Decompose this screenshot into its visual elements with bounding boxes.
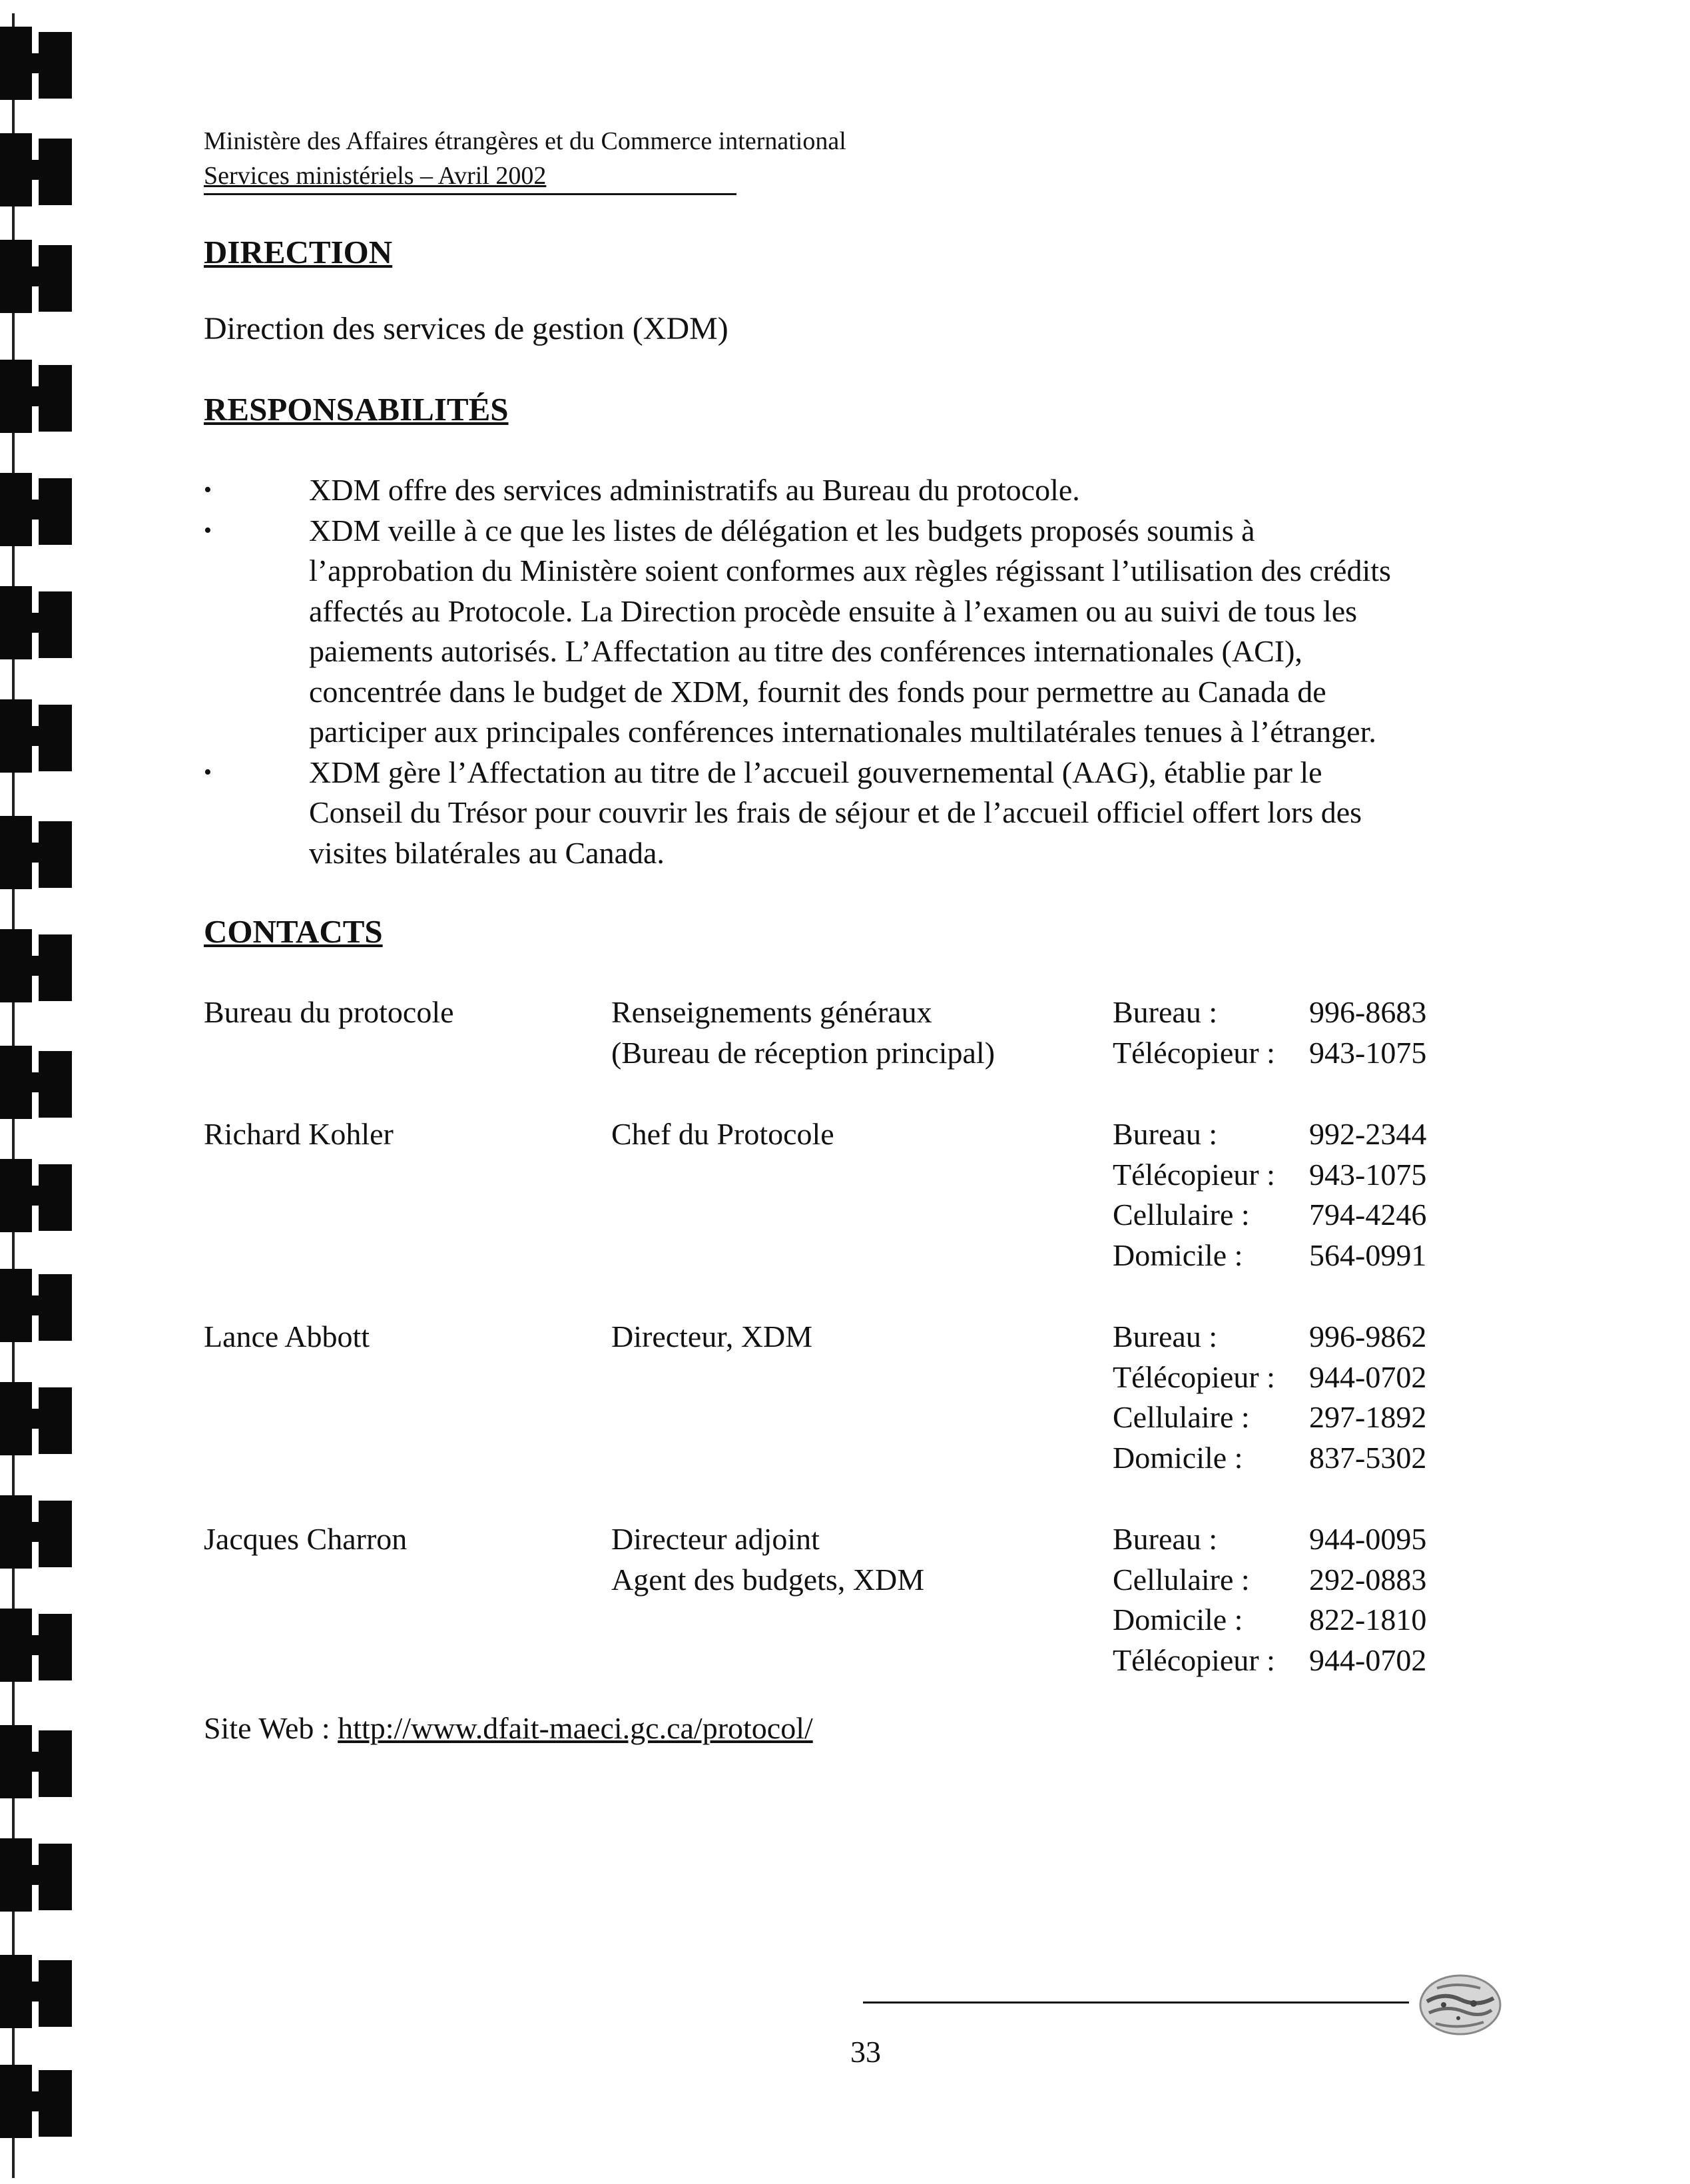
phone-entry — [1113, 1438, 1486, 1479]
bullet-icon: • — [204, 518, 212, 543]
binding-ring-part — [0, 1725, 32, 1798]
binding-ring-part — [32, 956, 41, 976]
binding-ring-part — [0, 133, 32, 206]
phone-label: Domicile : — [1113, 1603, 1243, 1637]
contact-name: Lance Abbott — [204, 1319, 370, 1353]
phone-label: Cellulaire : — [1113, 1400, 1250, 1434]
responsibility-item — [204, 470, 1549, 511]
phone-label: Bureau : — [1113, 1319, 1218, 1353]
binding-ring-part — [39, 139, 72, 205]
binding-ring-part — [0, 1046, 32, 1119]
contact-phones — [1113, 1519, 1486, 1680]
binding-ring — [0, 1159, 72, 1232]
contact-role — [611, 1317, 1117, 1357]
phone-number: 297-1892 — [1309, 1400, 1427, 1434]
running-header — [204, 124, 846, 195]
binding-ring-part — [0, 1159, 32, 1232]
binding-ring — [0, 1725, 72, 1798]
binding-ring — [0, 1609, 72, 1682]
binding-ring — [0, 929, 72, 1002]
phone-label: Bureau : — [1113, 1522, 1218, 1556]
binding-ring-part — [32, 1635, 41, 1655]
binding-ring — [0, 1495, 72, 1569]
responsibilities-section — [204, 390, 509, 428]
binding-ring-part — [39, 1844, 72, 1910]
binding-ring-part — [0, 586, 32, 659]
phone-number: 943-1075 — [1309, 1157, 1427, 1192]
binding-ring — [0, 240, 72, 313]
binding-ring-part — [32, 1865, 41, 1885]
bullet-icon: • — [204, 759, 212, 785]
binding-ring — [0, 1955, 72, 2028]
responsibility-line: affectés au Protocole. La Direction procède ensuite à l’examen ou au suivi de tous les — [309, 593, 1358, 628]
binding-ring-part — [32, 1295, 41, 1315]
binding-ring-part — [32, 843, 41, 863]
responsibility-line: paiements autorisés. L’Affectation au titre des conférences internationales (ACI), — [309, 634, 1302, 668]
responsibility-line: visites bilatérales au Canada. — [309, 835, 665, 870]
header-ministry: Ministère des Affaires étrangères et du Commerce international — [204, 127, 846, 155]
contact-row — [204, 1114, 1469, 1275]
contact-role — [611, 1114, 1117, 1155]
binding-ring-part — [0, 1269, 32, 1342]
binding-ring-part — [32, 160, 41, 180]
phone-entry — [1113, 1600, 1486, 1640]
contact-role-line: Chef du Protocole — [611, 1117, 834, 1151]
binding-ring-part — [0, 929, 32, 1002]
responsibility-item — [204, 511, 1549, 753]
phone-label: Cellulaire : — [1113, 1198, 1250, 1232]
contacts-heading: CONTACTS — [204, 913, 383, 950]
seal-emblem-icon — [1417, 1972, 1504, 2038]
responsibility-line: XDM veille à ce que les listes de délégation et les budgets proposés soumis à — [309, 513, 1255, 547]
contact-row — [204, 992, 1469, 1073]
binding-ring — [0, 2065, 72, 2138]
binding-ring — [0, 699, 72, 773]
contact-role-line: (Bureau de réception principal) — [611, 1035, 995, 1070]
phone-label: Télécopieur : — [1113, 1359, 1275, 1394]
contact-role — [611, 992, 1117, 1073]
contact-row — [204, 1317, 1469, 1478]
contact-phones — [1113, 1317, 1486, 1478]
binding-ring-part — [39, 1730, 72, 1797]
binding-ring-part — [32, 726, 41, 746]
binding-ring-part — [39, 934, 72, 1001]
spiral-binding — [0, 0, 87, 2184]
binding-ring-part — [32, 1409, 41, 1429]
responsibility-line: participer aux principales conférences internationales multilatérales tenues à l’étranger. — [309, 715, 1376, 749]
phone-label: Télécopieur : — [1113, 1035, 1275, 1070]
binding-ring-part — [32, 1752, 41, 1772]
binding-ring — [0, 360, 72, 433]
binding-ring-part — [0, 816, 32, 889]
binding-ring-part — [39, 245, 72, 312]
contact-role — [611, 1519, 1117, 1600]
binding-ring — [0, 1382, 72, 1455]
binding-ring-part — [0, 360, 32, 433]
phone-number: 564-0991 — [1309, 1238, 1427, 1272]
phone-entry — [1113, 1155, 1486, 1196]
phone-entry — [1113, 1195, 1486, 1236]
binding-ring-part — [39, 32, 72, 99]
phone-number: 996-8683 — [1309, 995, 1427, 1029]
responsibility-line: XDM offre des services administratifs au Bureau du protocole. — [309, 473, 1080, 507]
binding-ring-part — [0, 2065, 32, 2138]
contact-name: Richard Kohler — [204, 1117, 394, 1151]
direction-section — [204, 233, 392, 271]
contact-phones — [1113, 1114, 1486, 1275]
phone-number: 996-9862 — [1309, 1319, 1427, 1353]
phone-entry — [1113, 1236, 1486, 1276]
binding-ring-part — [0, 1955, 32, 2028]
responsibility-line: XDM gère l’Affectation au titre de l’accueil gouvernemental (AAG), établie par le — [309, 755, 1322, 789]
header-section-date — [204, 159, 736, 195]
binding-ring-part — [39, 1614, 72, 1680]
phone-number: 943-1075 — [1309, 1035, 1427, 1070]
binding-ring-part — [0, 27, 32, 100]
website-label: Site Web : — [204, 1711, 338, 1745]
binding-ring-part — [39, 705, 72, 771]
binding-ring-part — [32, 2091, 41, 2111]
binding-ring-part — [32, 500, 41, 520]
phone-label: Télécopieur : — [1113, 1642, 1275, 1677]
binding-ring-part — [32, 1982, 41, 2002]
phone-entry — [1113, 1114, 1486, 1155]
binding-ring — [0, 1838, 72, 1912]
contact-name: Bureau du protocole — [204, 995, 454, 1029]
binding-ring-part — [0, 1838, 32, 1912]
binding-ring-part — [32, 266, 41, 286]
contacts-table — [204, 992, 1469, 1722]
contact-role-line: Directeur adjoint — [611, 1522, 820, 1556]
binding-ring-part — [0, 473, 32, 546]
contact-name: Jacques Charron — [204, 1522, 408, 1556]
binding-ring — [0, 27, 72, 100]
binding-ring-part — [32, 613, 41, 633]
contact-phones — [1113, 992, 1486, 1073]
phone-label: Bureau : — [1113, 995, 1218, 1029]
phone-entry — [1113, 1397, 1486, 1438]
contact-row — [204, 1519, 1469, 1680]
page-number: 33 — [850, 2035, 881, 2069]
contact-role-line: Renseignements généraux — [611, 995, 932, 1029]
binding-ring-part — [0, 240, 32, 313]
contact-role-line: Directeur, XDM — [611, 1319, 813, 1353]
binding-ring-part — [32, 1522, 41, 1542]
responsibility-line: l’approbation du Ministère soient conformes aux règles régissant l’utilisation des crédits — [309, 553, 1391, 587]
responsibilities-heading: RESPONSABILITÉS — [204, 391, 509, 428]
responsibilities-list — [204, 470, 1549, 873]
phone-number: 992-2344 — [1309, 1117, 1427, 1151]
phone-number: 944-0095 — [1309, 1522, 1427, 1556]
responsibility-line: concentrée dans le budget de XDM, fournit des fonds pour permettre au Canada de — [309, 674, 1326, 709]
bullet-icon: • — [204, 478, 212, 502]
contacts-section — [204, 912, 383, 950]
website-link[interactable]: http://www.dfait-maeci.gc.ca/protocol/ — [338, 1711, 813, 1745]
phone-entry — [1113, 1317, 1486, 1357]
contact-role-line: Agent des budgets, XDM — [611, 1562, 925, 1597]
binding-ring — [0, 1269, 72, 1342]
binding-ring — [0, 816, 72, 889]
website-line — [204, 1710, 813, 1746]
phone-entry — [1113, 1560, 1486, 1601]
responsibility-item — [204, 753, 1549, 874]
binding-ring-part — [39, 1960, 72, 2027]
binding-ring-part — [39, 2070, 72, 2137]
phone-number: 292-0883 — [1309, 1562, 1427, 1597]
responsibility-line: Conseil du Trésor pour couvrir les frais de séjour et de l’accueil officiel offert lors des — [309, 795, 1362, 829]
binding-ring-part — [32, 53, 41, 73]
binding-ring-part — [32, 1186, 41, 1206]
phone-number: 944-0702 — [1309, 1642, 1427, 1677]
phone-entry — [1113, 992, 1486, 1033]
phone-label: Cellulaire : — [1113, 1562, 1250, 1597]
binding-ring-part — [0, 1609, 32, 1682]
phone-entry — [1113, 1357, 1486, 1398]
binding-ring-part — [39, 1501, 72, 1567]
binding-ring — [0, 586, 72, 659]
phone-number: 944-0702 — [1309, 1359, 1427, 1394]
phone-entry — [1113, 1519, 1486, 1560]
direction-heading: DIRECTION — [204, 234, 393, 270]
binding-ring-part — [39, 1274, 72, 1341]
binding-ring-part — [39, 1387, 72, 1454]
binding-ring-part — [0, 1382, 32, 1455]
phone-entry — [1113, 1033, 1486, 1074]
binding-ring-part — [32, 386, 41, 406]
binding-ring — [0, 133, 72, 206]
phone-number: 794-4246 — [1309, 1198, 1427, 1232]
phone-label: Domicile : — [1113, 1440, 1243, 1475]
direction-name: Direction des services de gestion (XDM) — [204, 311, 728, 346]
footer-rule — [863, 2002, 1409, 2003]
binding-ring-part — [0, 699, 32, 773]
binding-ring-part — [39, 1051, 72, 1118]
phone-number: 837-5302 — [1309, 1440, 1427, 1475]
binding-ring-part — [0, 1495, 32, 1569]
binding-ring-part — [39, 1164, 72, 1231]
binding-ring — [0, 473, 72, 546]
phone-label: Bureau : — [1113, 1117, 1218, 1151]
phone-entry — [1113, 1640, 1486, 1681]
binding-ring-part — [39, 365, 72, 432]
binding-ring-part — [32, 1072, 41, 1092]
phone-number: 822-1810 — [1309, 1603, 1427, 1637]
binding-ring-part — [39, 821, 72, 888]
phone-label: Domicile : — [1113, 1238, 1243, 1272]
binding-ring-part — [39, 478, 72, 545]
header-section-date-text: Services ministériels – Avril 2002 — [204, 162, 547, 190]
binding-ring — [0, 1046, 72, 1119]
binding-ring-part — [39, 591, 72, 658]
phone-label: Télécopieur : — [1113, 1157, 1275, 1192]
